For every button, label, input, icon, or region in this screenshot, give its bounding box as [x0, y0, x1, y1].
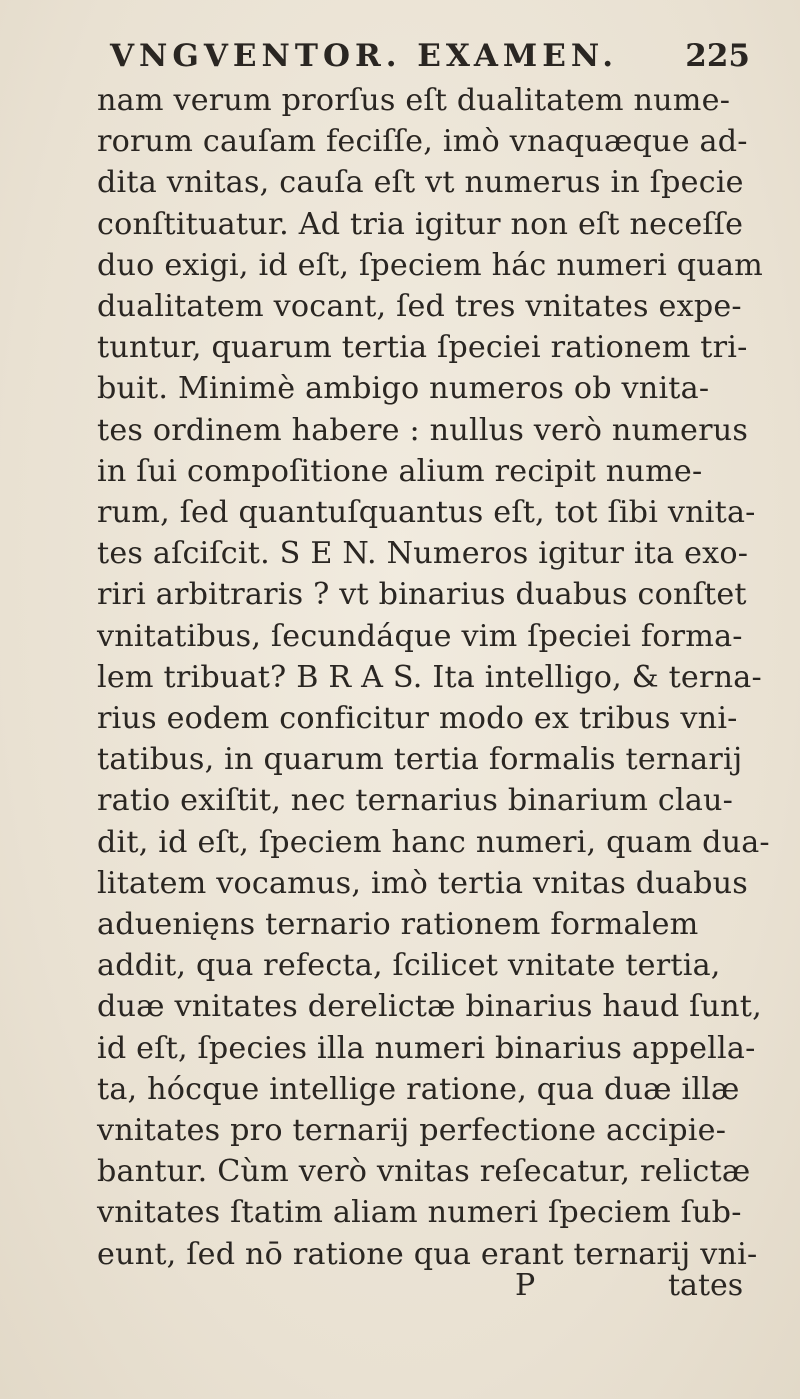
text-line: lem tribuat? B R A S. Ita intelligo, & terna- [97, 659, 762, 695]
text-line: nam verum prorſus eſt dualitatem nume- [97, 83, 731, 118]
text-line: vnitatibus, ſecundáque vim ſpeciei forma- [97, 618, 743, 654]
running-head: VNGVENTOR. EXAMEN. [110, 38, 619, 74]
text-line: rorum cauſam feciſſe, imò vnaquæque ad- [97, 124, 748, 160]
text-line: rum, ſed quantuſquantus eſt, tot ſibi vnita- [97, 495, 756, 531]
text-line: vnitates ſtatim aliam numeri ſpeciem ſub- [97, 1195, 742, 1231]
page-header [110, 38, 750, 84]
text-line: tatibus, in quarum tertia formalis ternarij [97, 742, 743, 778]
text-line: addit, qua refecta, ſcilicet vnitate tertia, [97, 948, 721, 984]
signature-mark: P [515, 1268, 536, 1303]
body-text [97, 80, 777, 1275]
text-line: litatem vocamus, imò tertia vnitas duabus [97, 865, 748, 901]
text-line: ta, hócque intellige ratione, qua duæ illæ [97, 1071, 740, 1107]
text-line: dualitatem vocant, ſed tres vnitates expe- [97, 289, 742, 325]
text-line: buit. Minimè ambigo numeros ob vnita- [97, 371, 710, 407]
page-footer [0, 1265, 800, 1307]
text-line: id eſt, ſpecies illa numeri binarius appella- [97, 1030, 756, 1066]
text-line: riri arbitraris ? vt binarius duabus conſtet [97, 577, 747, 613]
text-line: in ſui compoſitione alium recipit nume- [97, 453, 703, 489]
text-line: vnitates pro ternarij perfectione accipie- [97, 1113, 727, 1149]
text-line: eunt, ſed nō ratione qua erant ternarij vni- [97, 1236, 758, 1272]
text-line: bantur. Cùm verò vnitas reſecatur, relictæ [97, 1154, 751, 1190]
text-line: tes aſciſcit. S E N. Numeros igitur ita exo- [97, 536, 749, 572]
catchword: tates [668, 1268, 744, 1303]
text-line: duo exigi, id eſt, ſpeciem hác numeri quam [97, 247, 763, 283]
text-line: conſtituatur. Ad tria igitur non eſt neceſſe [97, 206, 744, 242]
page-number: 225 [685, 38, 750, 74]
text-line: aduenięns ternario rationem formalem [97, 907, 699, 943]
text-line: dita vnitas, cauſa eſt vt numerus in ſpecie [97, 165, 744, 201]
text-line: rius eodem conficitur modo ex tribus vni- [97, 701, 738, 737]
text-line: tuntur, quarum tertia ſpeciei rationem tri- [97, 330, 748, 366]
text-line: duæ vnitates derelictæ binarius haud ſunt, [97, 989, 762, 1025]
text-line: ratio exiſtit, nec ternarius binarium clau- [97, 783, 734, 819]
text-line: tes ordinem habere : nullus verò numerus [97, 412, 749, 448]
text-line: dit, id eſt, ſpeciem hanc numeri, quam dua- [97, 824, 770, 860]
